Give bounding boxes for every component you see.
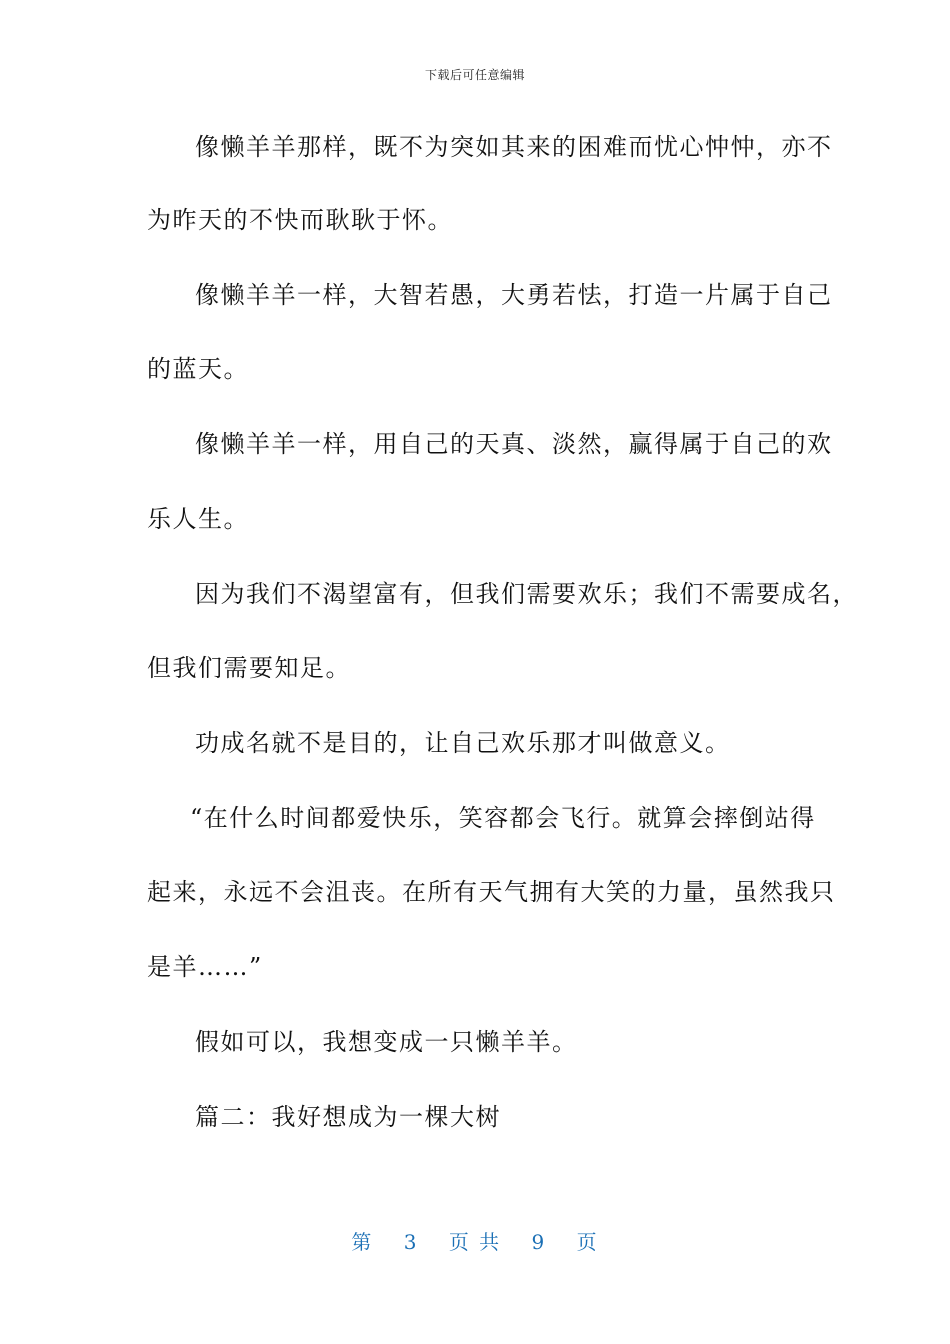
paragraph-line: 是羊……” [147,953,263,981]
paragraph-line: 假如可以，我想变成一只懒羊羊。 [195,1028,578,1056]
paragraph-line: 功成名就不是目的，让自己欢乐那才叫做意义。 [195,729,731,757]
total-page-count: 9 [531,1230,547,1254]
footer-prefix: 第 [351,1230,374,1254]
paragraph-line: 像懒羊羊那样，既不为突如其来的困难而忧心忡忡，亦不 [195,133,833,161]
paragraph-line: “在什么时间都爱快乐，笑容都会飞行。就算会摔倒站得 [190,804,816,832]
current-page-number: 3 [403,1230,419,1254]
paragraph-line: 像懒羊羊一样，用自己的天真、淡然，赢得属于自己的欢 [195,430,833,458]
page-footer [0,1226,950,1255]
footer-suffix: 页 [576,1230,599,1254]
paragraph-line: 像懒羊羊一样，大智若愚，大勇若怯，打造一片属于自己 [195,281,833,309]
section-heading: 篇二：我好想成为一棵大树 [195,1103,501,1131]
paragraph-line: 为昨天的不快而耿耿于怀。 [147,206,453,234]
header-note: 下载后可任意编辑 [424,68,525,82]
paragraph-line: 因为我们不渴望富有，但我们需要欢乐；我们不需要成名， [195,580,858,608]
footer-middle: 页 共 [448,1230,502,1254]
paragraph-line: 但我们需要知足。 [147,654,351,682]
paragraph-line: 起来，永远不会沮丧。在所有天气拥有大笑的力量，虽然我只 [147,878,836,906]
paragraph-line: 乐人生。 [147,505,249,533]
paragraph-line: 的蓝天。 [147,355,249,383]
